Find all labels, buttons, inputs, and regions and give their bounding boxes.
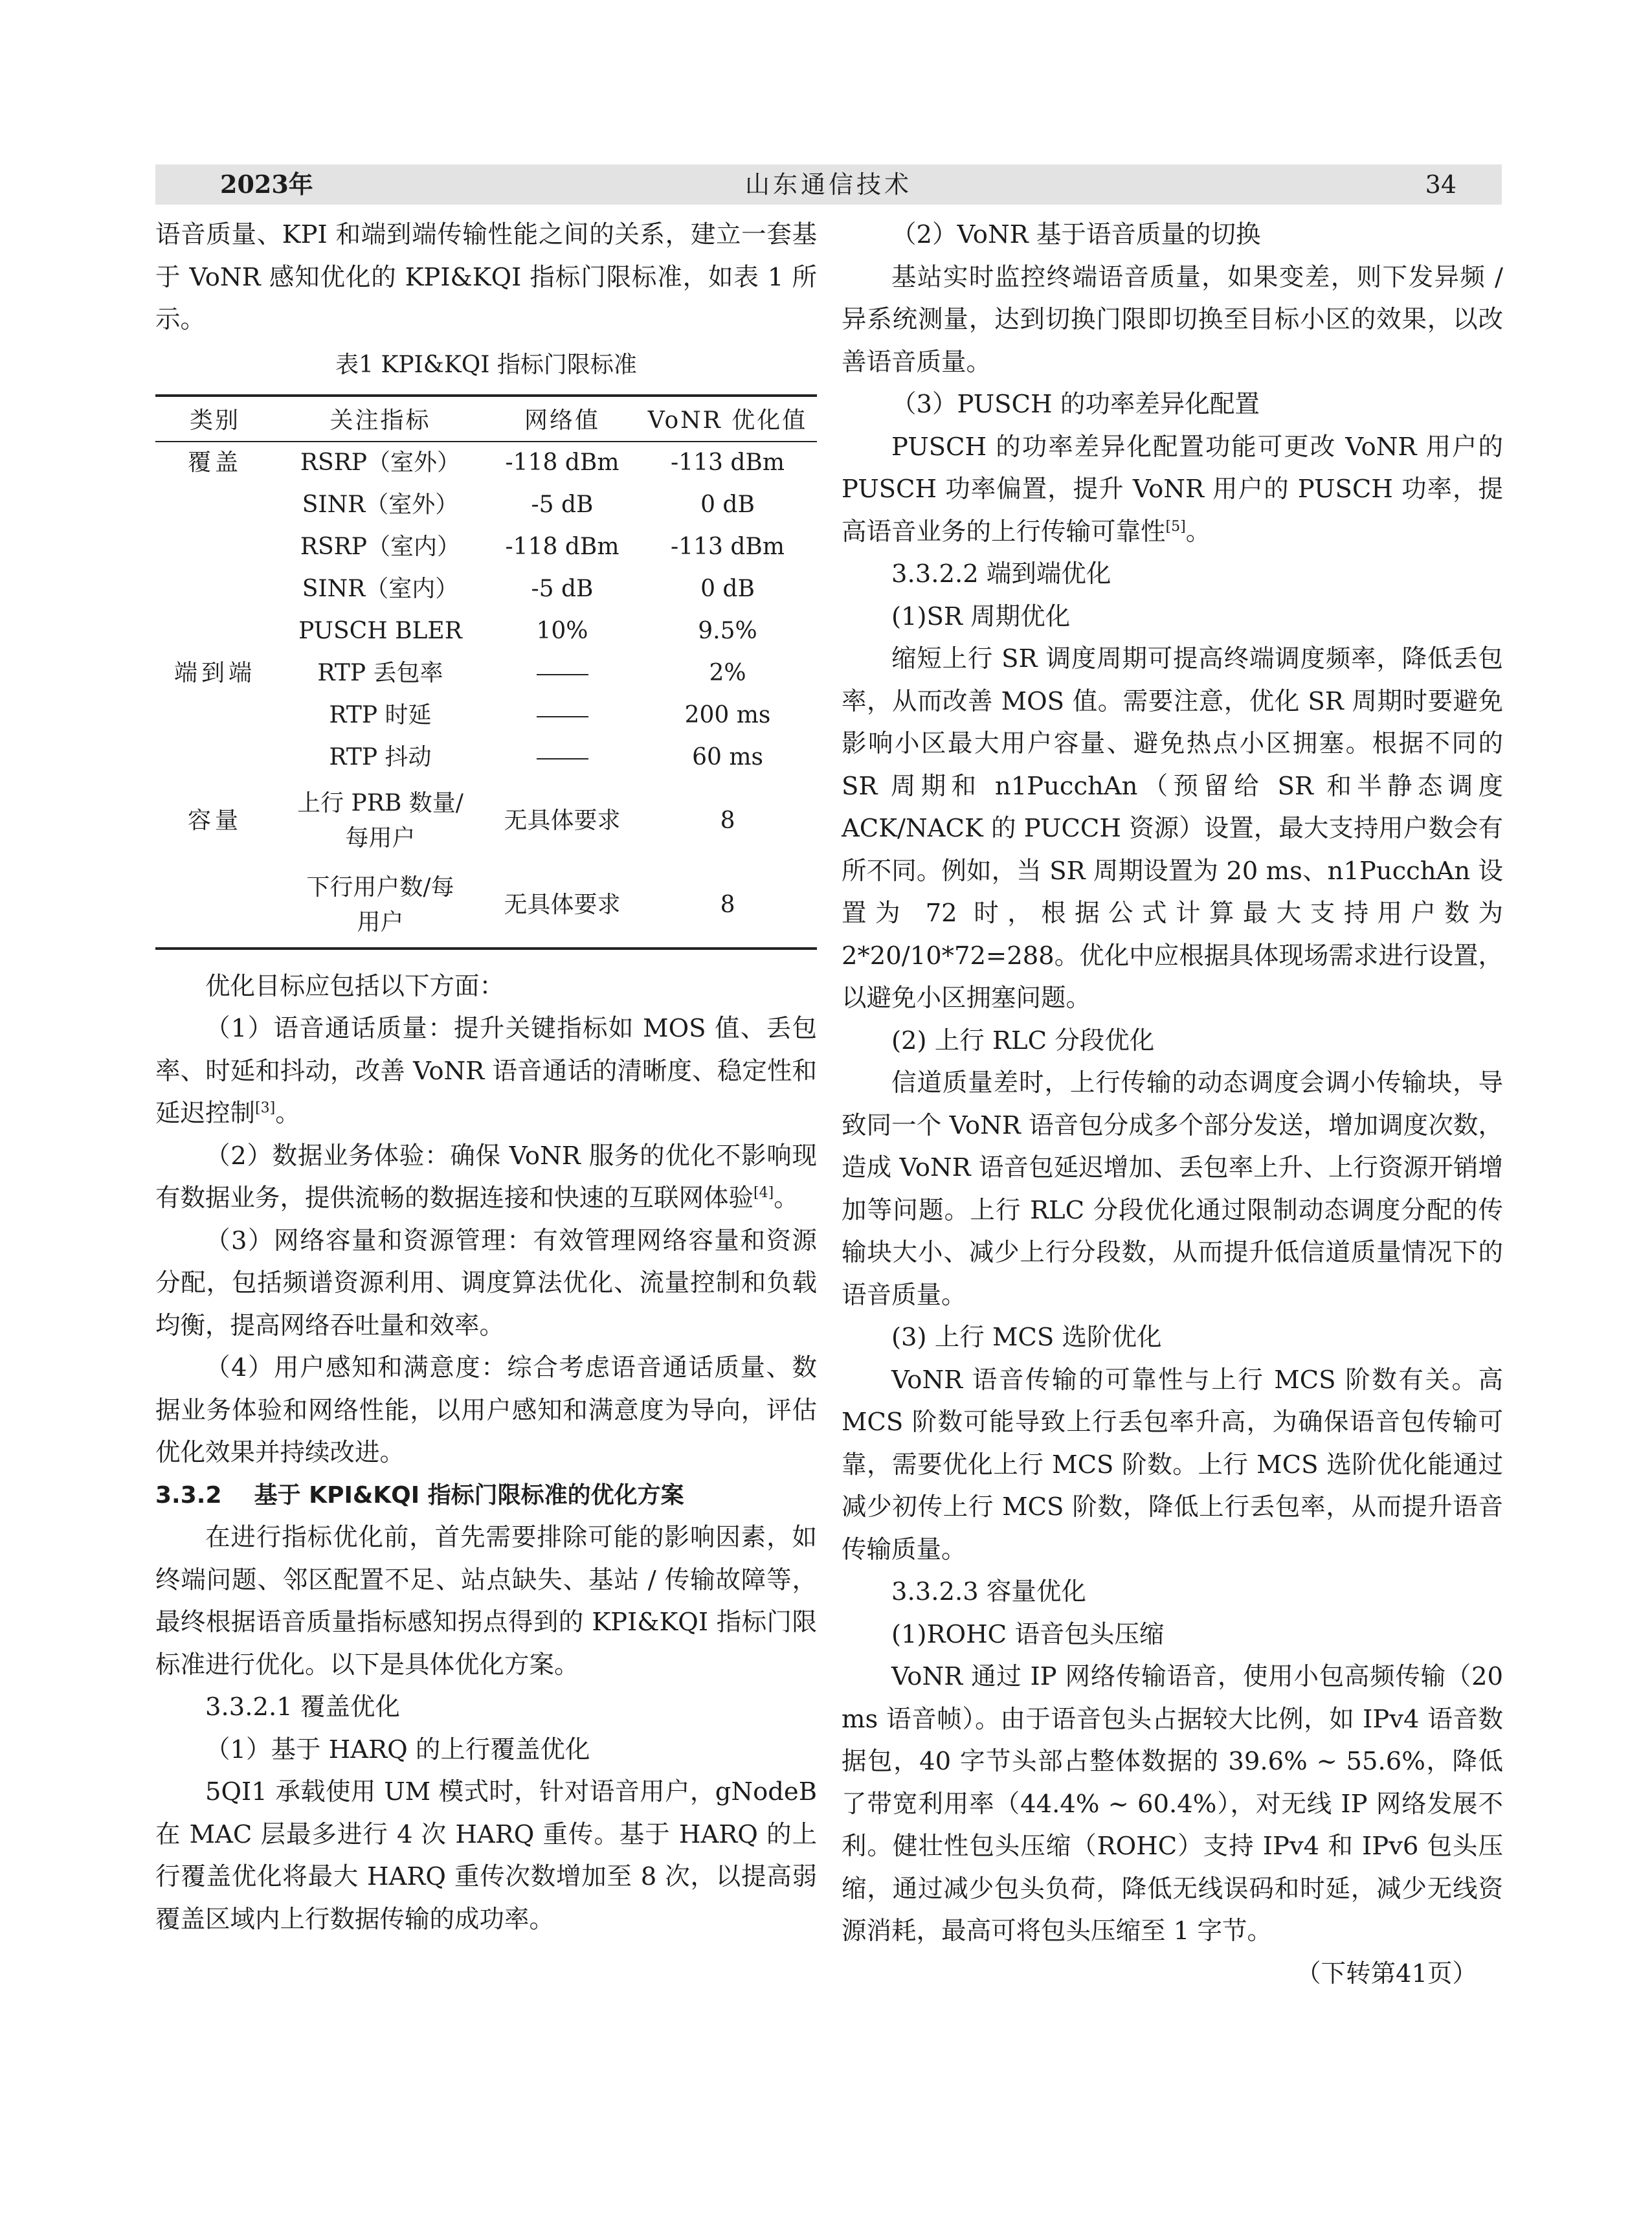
table-cell-optimized: 8 bbox=[720, 807, 735, 834]
subsection-heading: 3.3.2.2 端到端优化 bbox=[891, 559, 1111, 589]
table-cell-category bbox=[155, 737, 274, 779]
item-title: (2) 上行 RLC 分段优化 bbox=[891, 1026, 1155, 1055]
table-cell-network bbox=[486, 737, 638, 779]
item-title: （3）PUSCH 的功率差异化配置 bbox=[891, 390, 1260, 419]
table-header: 类别 bbox=[155, 396, 274, 442]
table-cell-metric: RSRP（室外） bbox=[300, 449, 461, 476]
body-paragraph: VoNR 语音传输的可靠性与上行 MCS 阶数有关。高 MCS 阶数可能导致上行丢包率升高，为确保语音包传输可靠，需要优化上行 MCS 阶数。上行 MCS 选阶优化能通过减少初传上行 MCS 阶数，降低上行丢包率，从而提升语音传输质量。 bbox=[842, 1365, 1503, 1564]
table-row bbox=[155, 863, 817, 949]
table-cell-network: -118 dBm bbox=[505, 449, 620, 476]
table-cell-optimized: -113 dBm bbox=[671, 449, 785, 476]
continued-note: （下转第41页） bbox=[1296, 1959, 1477, 1988]
citation: [5] bbox=[1165, 518, 1186, 535]
table-cell-optimized: 2% bbox=[709, 660, 746, 686]
left-column bbox=[155, 214, 817, 1940]
table-cell-network: -5 dB bbox=[531, 576, 594, 602]
table-cell-metric: RTP 抖动 bbox=[329, 744, 432, 770]
body-paragraph: 缩短上行 SR 调度周期可提高终端调度频率，降低丢包率，从而改善 MOS 值。需要注意，优化 SR 周期时要避免影响小区最大用户容量、避免热点小区拥塞。根据不同的 SR 周期和 n1PucchAn（预留给 SR 和半静态调度 ACK/NACK 的 PUCCH 资源）设置，最大支持用户数会有所不同。例如，当 SR 周期设置为 20 ms、n1PucchAn 设置为 72 时，根据公式计算最大支持用户数为 2*20/10*72=288。优化中应根据具体现场需求进行设置，以避免小区拥塞问题。 bbox=[842, 644, 1503, 1013]
table-cell-optimized: 0 dB bbox=[700, 491, 755, 518]
table-cell-network bbox=[486, 695, 638, 737]
body-paragraph: 基站实时监控终端语音质量，如果变差，则下发异频 / 异系统测量，达到切换门限即切换至目标小区的效果，以改善语音质量。 bbox=[842, 262, 1503, 377]
table-cell-metric: RTP 丢包率 bbox=[317, 660, 443, 686]
table-cell-category: 容量 bbox=[187, 807, 242, 834]
body-paragraph: 在进行指标优化前，首先需要排除可能的影响因素，如终端问题、邻区配置不足、站点缺失、基站 / 传输故障等，最终根据语音质量指标感知拐点得到的 KPI&KQI 指标门限标准进行优化。以下是具体优化方案。 bbox=[155, 1523, 817, 1680]
goal-paragraph: （2）数据业务体验：确保 VoNR 服务的优化不影响现有数据业务，提供流畅的数据连接和快速的互联网体验[4]。 bbox=[155, 1141, 817, 1213]
running-header bbox=[155, 164, 1502, 205]
citation: [3] bbox=[255, 1100, 276, 1117]
table-header-row bbox=[155, 396, 817, 442]
table-cell-network bbox=[486, 653, 638, 695]
table-cell-category bbox=[155, 526, 274, 568]
citation: [4] bbox=[753, 1185, 774, 1202]
table-row bbox=[155, 779, 817, 863]
table-cell-metric bbox=[274, 863, 486, 949]
metric-line: 下行用户数/每 bbox=[306, 873, 454, 901]
table-cell-network: 10% bbox=[536, 618, 588, 644]
table-cell-optimized: 8 bbox=[638, 863, 817, 949]
subsection-heading: 3.3.2.1 覆盖优化 bbox=[205, 1692, 400, 1722]
table-row bbox=[155, 484, 817, 526]
dash-placeholder bbox=[537, 716, 588, 717]
table-cell-category: 端到端 bbox=[173, 660, 256, 686]
table-cell-network: -5 dB bbox=[531, 491, 594, 518]
table-row bbox=[155, 568, 817, 611]
section-title: 基于 KPI&KQI 指标门限标准的优化方案 bbox=[254, 1481, 684, 1509]
metric-line: 上行 PRB 数量/ bbox=[297, 789, 463, 816]
table-caption: 表1 KPI&KQI 指标门限标准 bbox=[335, 351, 637, 378]
table-row bbox=[155, 653, 817, 695]
table-cell-network: -118 dBm bbox=[505, 534, 620, 560]
table-header: 关注指标 bbox=[274, 396, 486, 442]
goal-paragraph: （1）语音通话质量：提升关键指标如 MOS 值、丢包率、时延和抖动，改善 VoNR 语音通话的清晰度、稳定性和延迟控制[3]。 bbox=[155, 1014, 817, 1128]
header-journal: 山东通信技术 bbox=[744, 170, 912, 199]
kpi-threshold-table bbox=[155, 394, 817, 950]
table-cell-metric bbox=[274, 779, 486, 863]
paragraph-text: PUSCH 的功率差异化配置功能可更改 VoNR 用户的 PUSCH 功率偏置，提升 VoNR 用户的 PUSCH 功率，提高语音业务的上行传输可靠性 bbox=[842, 432, 1503, 546]
table-row bbox=[155, 526, 817, 568]
body-paragraph: 5QI1 承载使用 UM 模式时，针对语音用户，gNodeB 在 MAC 层最多进行 4 次 HARQ 重传。基于 HARQ 的上行覆盖优化将最大 HARQ 重传次数增加至 8 次，以提高弱覆盖区域内上行数据传输的成功率。 bbox=[155, 1777, 817, 1934]
item-title: （2）VoNR 基于语音质量的切换 bbox=[891, 220, 1261, 249]
table-cell-metric: SINR（室内） bbox=[302, 576, 459, 602]
table-header: 网络值 bbox=[486, 396, 638, 442]
table-cell-metric: PUSCH BLER bbox=[298, 618, 462, 644]
intro-paragraph: 语音质量、KPI 和端到端传输性能之间的关系，建立一套基于 VoNR 感知优化的 KPI&KQI 指标门限标准，如表 1 所示。 bbox=[155, 220, 817, 334]
section-number: 3.3.2 bbox=[155, 1481, 222, 1509]
metric-line: 用户 bbox=[357, 908, 404, 936]
body-paragraph: PUSCH 的功率差异化配置功能可更改 VoNR 用户的 PUSCH 功率偏置，提升 VoNR 用户的 PUSCH 功率，提高语音业务的上行传输可靠性[5]。 bbox=[842, 432, 1503, 546]
metric-line: 每用户 bbox=[345, 824, 416, 851]
table-cell-optimized: -113 dBm bbox=[671, 534, 785, 560]
table-cell-category bbox=[155, 695, 274, 737]
item-title: (1)ROHC 语音包头压缩 bbox=[891, 1619, 1165, 1649]
dash-placeholder bbox=[537, 758, 588, 759]
body-paragraph: VoNR 通过 IP 网络传输语音，使用小包高频传输（20 ms 语音帧）。由于语音包头占据较大比例，如 IPv4 语音数据包，40 字节头部占整体数据的 39.6% ~ 55.6%，降低了带宽利用率（44.4% ~ 60.4%），对无线 IP 网络发展不利。健壮性包头压缩（ROHC）支持 IPv4 和 IPv6 包头压缩，通过减少包头负荷，降低无线误码和时延，减少无线资源消耗，最高可将包头压缩至 1 字节。 bbox=[842, 1662, 1503, 1946]
table-cell-metric: RTP 时延 bbox=[329, 702, 432, 728]
item-title: (3) 上行 MCS 选阶优化 bbox=[891, 1323, 1162, 1352]
table-header: VoNR 优化值 bbox=[638, 396, 817, 442]
table-cell-optimized: 9.5% bbox=[698, 618, 757, 644]
table-cell-network: 无具体要求 bbox=[486, 863, 638, 949]
goal-paragraph: （4）用户感知和满意度：综合考虑语音通话质量、数据业务体验和网络性能，以用户感知和满意度为导向，评估优化效果并持续改进。 bbox=[155, 1353, 817, 1467]
subsection-heading: 3.3.2.3 容量优化 bbox=[891, 1577, 1086, 1606]
table-row bbox=[155, 695, 817, 737]
table-cell-metric: RSRP（室内） bbox=[300, 534, 461, 560]
goal-paragraph: （3）网络容量和资源管理：有效管理网络容量和资源分配，包括频谱资源利用、调度算法优化、流量控制和负载均衡，提高网络吞吐量和效率。 bbox=[155, 1226, 817, 1340]
table-cell-category: 覆盖 bbox=[187, 449, 242, 476]
goals-intro: 优化目标应包括以下方面： bbox=[205, 971, 505, 1001]
table-cell-category bbox=[155, 484, 274, 526]
table-cell-optimized: 0 dB bbox=[700, 576, 755, 602]
goal-text: （1）语音通话质量：提升关键指标如 MOS 值、丢包率、时延和抖动，改善 VoNR 语音通话的清晰度、稳定性和延迟控制 bbox=[155, 1014, 817, 1128]
table-cell-category bbox=[155, 863, 274, 949]
section-heading bbox=[155, 1474, 817, 1517]
header-page-number: 34 bbox=[1425, 170, 1457, 199]
item-title: （1）基于 HARQ 的上行覆盖优化 bbox=[205, 1735, 590, 1764]
table-row bbox=[155, 442, 817, 484]
table-cell-optimized: 200 ms bbox=[684, 702, 771, 728]
table-row bbox=[155, 737, 817, 779]
header-year: 2023年 bbox=[220, 170, 313, 199]
table-cell-category bbox=[155, 611, 274, 653]
table-cell-metric: SINR（室外） bbox=[302, 491, 459, 518]
goal-text: （2）数据业务体验：确保 VoNR 服务的优化不影响现有数据业务，提供流畅的数据连接和快速的互联网体验 bbox=[155, 1141, 817, 1213]
body-paragraph: 信道质量差时，上行传输的动态调度会调小传输块，导致同一个 VoNR 语音包分成多个部分发送，增加调度次数，造成 VoNR 语音包延迟增加、丢包率上升、上行资源开销增加等问题。上行 RLC 分段优化通过限制动态调度分配的传输块大小、减少上行分段数，从而提升低信道质量情况下的语音质量。 bbox=[842, 1068, 1503, 1310]
table-cell-category bbox=[155, 568, 274, 611]
table-cell-optimized: 60 ms bbox=[692, 744, 763, 770]
table-cell-network: 无具体要求 bbox=[504, 807, 621, 834]
item-title: (1)SR 周期优化 bbox=[891, 601, 1071, 631]
dash-placeholder bbox=[537, 674, 588, 675]
right-column bbox=[842, 214, 1503, 1995]
table-row bbox=[155, 611, 817, 653]
